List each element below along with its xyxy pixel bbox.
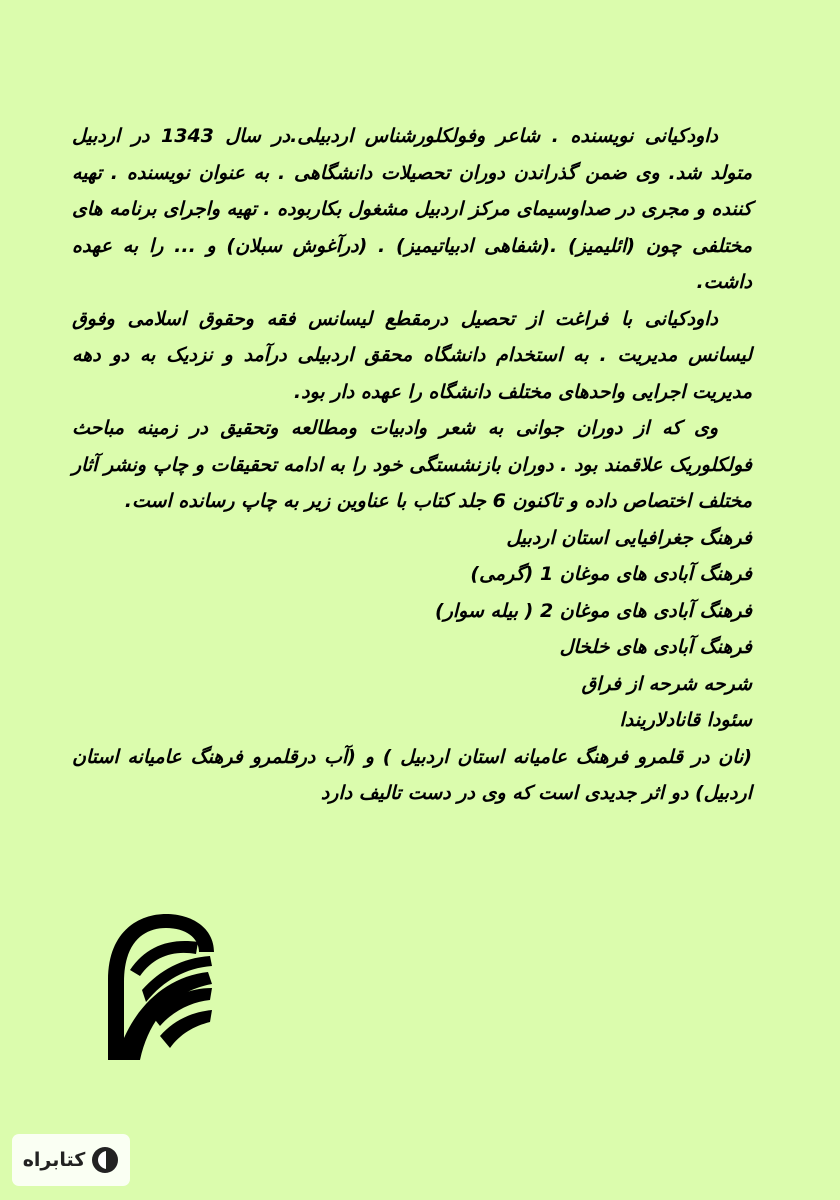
- author-bio: [72, 118, 752, 812]
- publisher-logo-icon: [100, 910, 220, 1060]
- book-item: شرحه شرحه از فراق: [581, 672, 752, 695]
- ketabrah-watermark[interactable]: [12, 1134, 130, 1186]
- bio-paragraph-2: داودکیانی با فراغت از تحصیل درمقطع لیسانس فقه وحقوق اسلامی وفوق لیسانس مدیریت . به استخدام دانشگاه محقق اردبیلی درآمد و نزدیک به دو دهه مدیریت اجرایی واحدهای مختلف دانشگاه را عهده دار بود.: [72, 307, 752, 403]
- book-item: فرهنگ آبادی های خلخال: [559, 636, 752, 658]
- bio-paragraph-1: داودکیانی نویسنده . شاعر وفولکلورشناس اردبیلی.در سال 1343 در اردبیل متولد شد. وی ضمن گذراندن دوران تحصیلات دانشگاهی . به عنوان نویسنده . تهیه کننده و مجری در صداوسیمای مرکز اردبیل مشغول بکاربوده . تهیه واجرای برنامه های مختلفی چون (ائلیمیز) .(شفاهی ادبیاتیمیز) . (درآغوش سبلان) و ... را به عهده داشت.: [72, 125, 753, 293]
- ketabrah-label: کتابراه: [22, 1149, 86, 1171]
- book-item: فرهنگ آبادی های موغان 2 ( بیله سوار): [435, 599, 752, 622]
- book-item: فرهنگ جغرافیایی استان اردبیل: [506, 526, 752, 549]
- book-item: سئودا قانادلاریندا: [619, 709, 752, 731]
- closing-paragraph: (نان در قلمرو فرهنگ عامیانه استان اردبیل ) و (آب درقلمرو فرهنگ عامیانه استان اردبیل) دو اثر جدیدی است که وی در دست تالیف دارد: [72, 745, 752, 804]
- ketabrah-logo-icon: [91, 1146, 119, 1174]
- bio-paragraph-3: وی که از دوران جوانی به شعر وادبیات ومطالعه وتحقیق در زمینه مباحث فولکلوریک علاقمند بود . دوران بازنشستگی خود را به ادامه تحقیقات و چاپ ونشر آثار مختلف اختصاص داده و تاکنون 6 جلد کتاب با عناوین زیر به چاپ رسانده است.: [72, 417, 752, 512]
- book-list: [72, 520, 752, 739]
- book-item: فرهنگ آبادی های موغان 1 (گرمی): [470, 563, 752, 585]
